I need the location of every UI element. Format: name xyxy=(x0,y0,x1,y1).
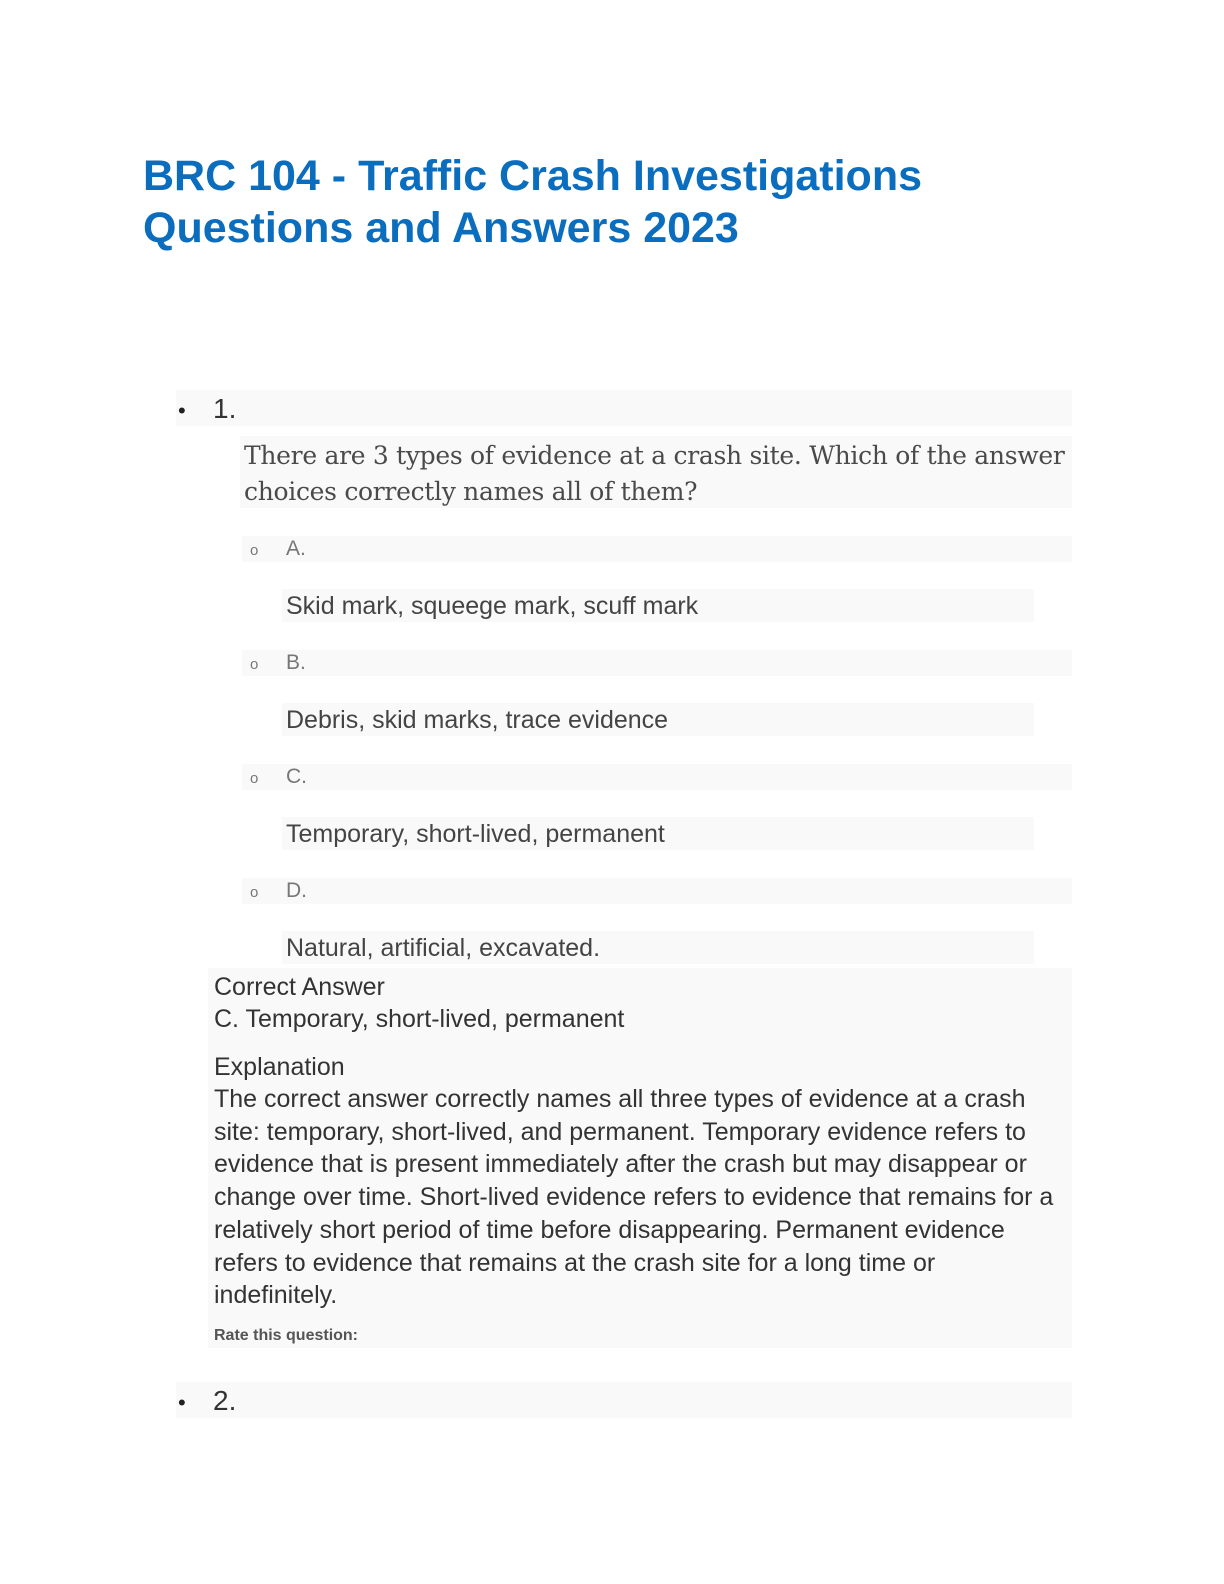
option-d-header-bg xyxy=(242,878,1072,904)
option-c-text[interactable]: Temporary, short-lived, permanent xyxy=(286,820,665,848)
option-b-text[interactable]: Debris, skid marks, trace evidence xyxy=(286,706,669,734)
page-title: BRC 104 - Traffic Crash Investigations Questions and Answers 2023 xyxy=(143,152,922,252)
bullet-icon: • xyxy=(178,398,186,423)
sub-bullet-icon: o xyxy=(250,884,259,901)
option-a-letter: A. xyxy=(286,537,306,560)
question-header-bg xyxy=(176,390,1072,426)
option-c-header-bg xyxy=(242,764,1072,790)
rate-question-label: Rate this question: xyxy=(214,1327,359,1344)
explanation-label: Explanation xyxy=(214,1053,345,1081)
sub-bullet-icon: o xyxy=(250,542,259,559)
bullet-icon: • xyxy=(178,1390,186,1415)
option-c-letter: C. xyxy=(286,765,307,788)
sub-bullet-icon: o xyxy=(250,656,259,673)
correct-answer-label: Correct Answer xyxy=(214,973,385,1001)
question-text: There are 3 types of evidence at a crash site. Which of the answer choices correctly names all of them? xyxy=(244,441,1065,506)
option-d-letter: D. xyxy=(286,879,307,902)
question-header-bg xyxy=(176,1382,1072,1418)
option-a-header-bg xyxy=(242,536,1072,562)
sub-bullet-icon: o xyxy=(250,770,259,787)
option-b-letter: B. xyxy=(286,651,306,674)
option-b-header-bg xyxy=(242,650,1072,676)
question-number: 1. xyxy=(213,393,237,424)
option-d-text[interactable]: Natural, artificial, excavated. xyxy=(286,934,601,962)
correct-answer-value: C. Temporary, short-lived, permanent xyxy=(214,1005,625,1033)
explanation-text: The correct answer correctly names all three types of evidence at a crash site: temporary, short-lived, and permanent. Temporary evidence refers to evidence that is present immediately after the crash but may disappear or change over time. Short-lived evidence refers to evidence that remains for a relatively short period of time before disappearing. Permanent evidence refers to evidence that remains at the crash site for a long time or indefinitely. xyxy=(214,1085,1054,1310)
question-number: 2. xyxy=(213,1385,237,1416)
option-a-text[interactable]: Skid mark, squeege mark, scuff mark xyxy=(286,592,699,620)
